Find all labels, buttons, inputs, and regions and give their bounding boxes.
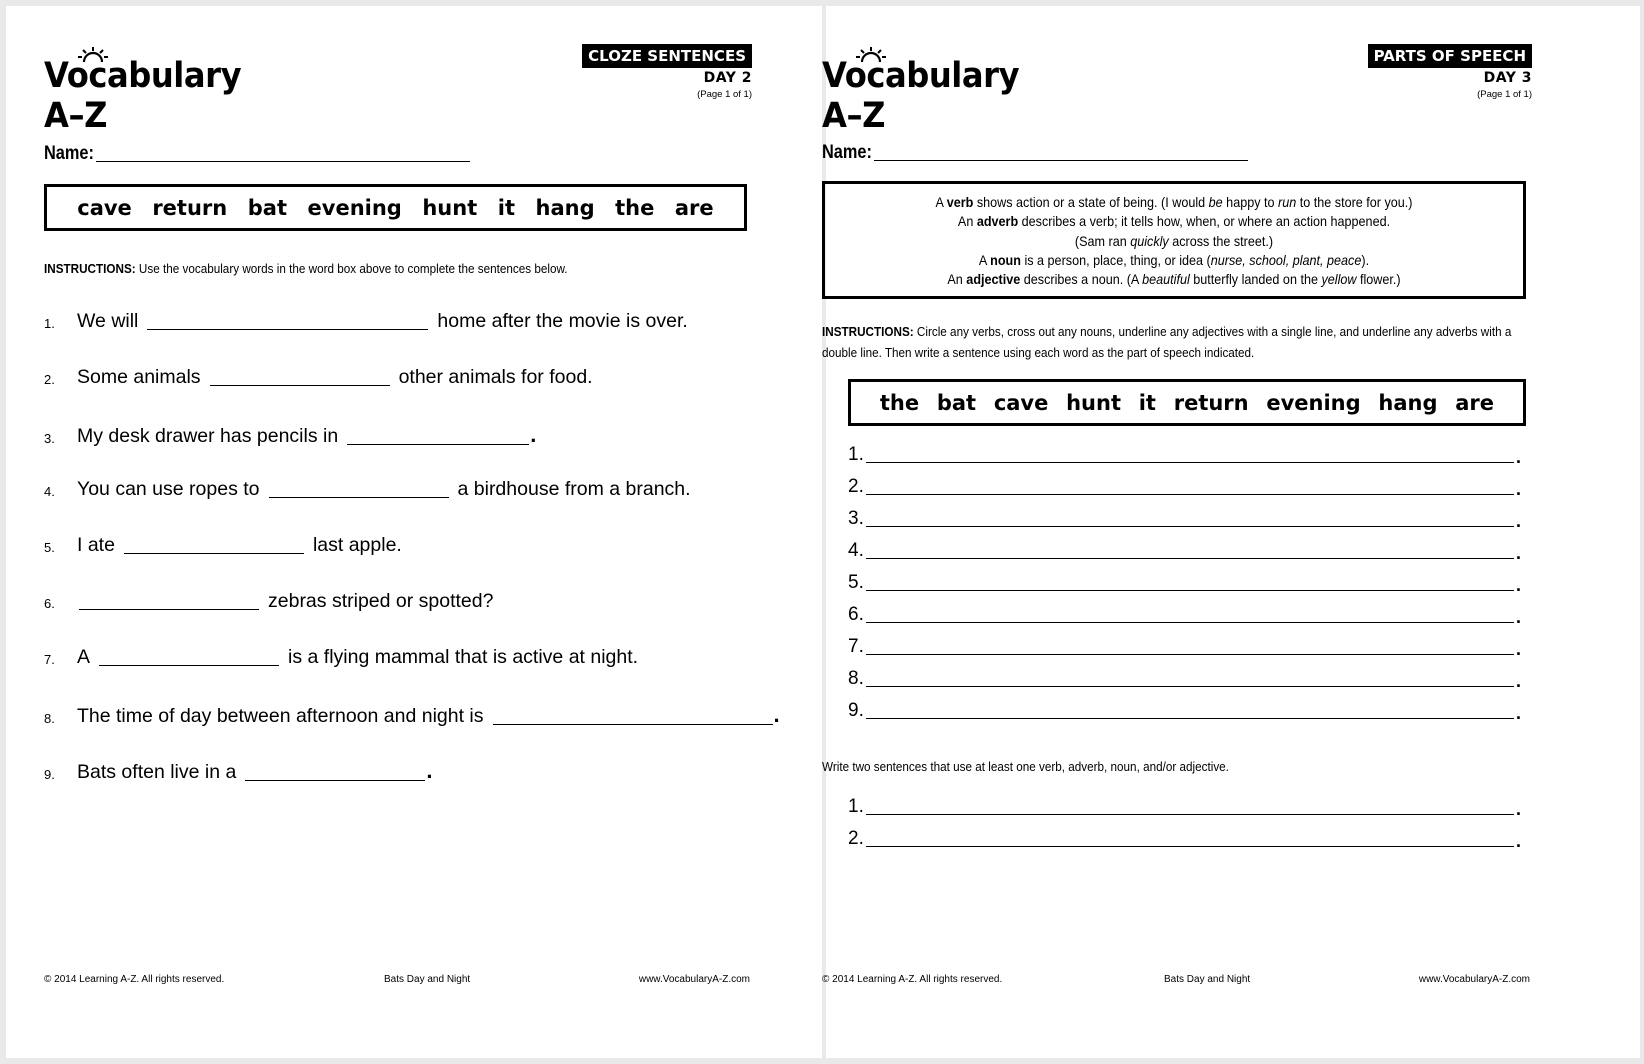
def-text: A (978, 251, 991, 268)
writing-line[interactable] (866, 622, 1514, 623)
sentence-line[interactable] (848, 796, 1521, 818)
example-word: be (1208, 194, 1223, 210)
adjective-definition (860, 270, 1488, 289)
adverb-definition (860, 212, 1488, 231)
answer-blank[interactable] (99, 665, 279, 666)
period: . (1516, 479, 1522, 499)
writing-line[interactable] (866, 494, 1514, 495)
question-text-before: We will (77, 310, 139, 332)
word-box-word: return (152, 195, 228, 220)
period: . (530, 422, 537, 447)
page-count: (Page 1 of 1) (1477, 89, 1532, 100)
word-box-word: hang (535, 195, 595, 220)
line-number: 6. (848, 604, 864, 625)
footer-title: Bats Day and Night (384, 974, 471, 985)
word-box-word: hunt (422, 195, 478, 220)
question-item (44, 310, 688, 333)
logo-text: Vocabulary A–Z (44, 56, 242, 136)
logo-text: Vocabulary A–Z (822, 56, 1020, 136)
name-field[interactable] (874, 160, 1248, 161)
def-text: butterfly landed on the (1189, 271, 1322, 288)
question-item (44, 590, 493, 613)
question-number: 8. (44, 711, 55, 726)
word-box-word: bat (247, 195, 287, 220)
example-word: yellow (1321, 271, 1357, 288)
question-item (44, 758, 432, 784)
term-adjective: adjective (966, 271, 1021, 288)
writing-line[interactable] (866, 686, 1514, 687)
word-box-word: the (615, 195, 655, 220)
vocabulary-az-logo (822, 50, 1082, 136)
def-text: to the store for you.) (1296, 194, 1413, 210)
question-number: 3. (44, 431, 55, 446)
word-box-word: return (1173, 390, 1249, 415)
word-box-word: the (879, 390, 920, 415)
instructions (44, 258, 692, 279)
def-text: happy to (1222, 194, 1279, 210)
sentence-lines (848, 444, 1528, 734)
writing-line[interactable] (866, 590, 1514, 591)
def-text: across the street.) (1168, 232, 1274, 249)
question-number: 4. (44, 484, 55, 499)
example-word: quickly (1130, 232, 1169, 249)
writing-line[interactable] (866, 526, 1514, 527)
question-item (44, 422, 536, 448)
question-item (44, 646, 638, 669)
question-text-after: other animals for food. (398, 366, 593, 388)
day-label: DAY 3 (1483, 70, 1532, 86)
line-number: 1. (848, 444, 864, 465)
answer-blank[interactable] (493, 724, 773, 725)
instructions-text: Use the vocabulary words in the word box above to complete the sentences below. (135, 261, 568, 276)
word-box-word: it (497, 195, 515, 220)
answer-blank[interactable] (79, 609, 259, 610)
line-number: 2. (848, 476, 864, 497)
sentence-line[interactable] (848, 668, 1521, 690)
def-text: An (947, 271, 967, 288)
question-text-after: zebras striped or spotted? (268, 590, 494, 612)
period: . (1516, 831, 1522, 851)
line-number: 7. (848, 636, 864, 657)
word-box-word: bat (936, 390, 977, 415)
writing-line[interactable] (866, 814, 1514, 815)
writing-line[interactable] (866, 846, 1514, 847)
term-verb: verb (946, 194, 974, 210)
def-text: A (935, 194, 947, 210)
def-text: ). (1361, 251, 1370, 268)
writing-line[interactable] (866, 558, 1514, 559)
line-number: 4. (848, 540, 864, 561)
instructions (822, 321, 1526, 363)
sentence-line[interactable] (848, 572, 1521, 594)
word-box-word: hunt (1066, 390, 1121, 415)
word-box-word: evening (1266, 390, 1361, 415)
question-text-after: last apple. (312, 534, 402, 556)
word-box (44, 184, 747, 231)
answer-blank[interactable] (147, 329, 428, 330)
footer-copyright: © 2014 Learning A-Z. All rights reserved. (822, 974, 1003, 985)
period: . (1516, 671, 1522, 691)
question-number: 2. (44, 372, 55, 387)
period: . (426, 758, 433, 783)
question-item (44, 702, 780, 728)
sentence-line[interactable] (848, 444, 1521, 466)
answer-blank[interactable] (210, 385, 390, 386)
line-number: 9. (848, 700, 864, 721)
line-number: 8. (848, 668, 864, 689)
question-item (44, 534, 402, 557)
writing-line[interactable] (866, 718, 1514, 719)
example-word: beautiful (1142, 271, 1190, 288)
question-text-before: I ate (77, 534, 115, 556)
extra-sentence-lines (848, 796, 1528, 866)
period: . (1516, 799, 1522, 819)
verb-definition (860, 193, 1488, 212)
question-text-after: home after the movie is over. (437, 310, 688, 332)
page-count: (Page 1 of 1) (697, 89, 752, 100)
answer-blank[interactable] (124, 553, 304, 554)
word-box-word: it (1138, 390, 1156, 415)
vocabulary-az-logo (44, 50, 304, 136)
question-item (44, 366, 593, 389)
period: . (1516, 511, 1522, 531)
period: . (1516, 543, 1522, 563)
footer-url[interactable]: www.VocabularyA-Z.com (638, 974, 750, 985)
footer-copyright: © 2014 Learning A-Z. All rights reserved. (44, 974, 225, 985)
question-text-after: a birdhouse from a branch. (457, 478, 691, 500)
worksheet-page-parts-of-speech (822, 6, 1640, 1058)
def-text: describes a noun. (A (1020, 271, 1143, 288)
definitions-box (822, 181, 1526, 299)
footer-url[interactable]: www.VocabularyA-Z.com (1418, 974, 1530, 985)
question-number: 7. (44, 652, 55, 667)
term-noun: noun (990, 251, 1021, 268)
writing-line[interactable] (866, 462, 1514, 463)
name-label: Name: (822, 142, 872, 163)
question-item (44, 478, 691, 501)
activity-type-badge: CLOZE SENTENCES (582, 44, 752, 68)
word-box-word: hang (1378, 390, 1438, 415)
sentence-line[interactable] (848, 636, 1521, 658)
worksheet-page-cloze (6, 6, 822, 1058)
name-field[interactable] (96, 161, 470, 162)
question-number: 1. (44, 316, 55, 331)
sentence-line[interactable] (848, 540, 1521, 562)
def-text: flower.) (1356, 271, 1401, 288)
word-box-word: are (1455, 390, 1495, 415)
sentence-line[interactable] (848, 828, 1521, 850)
sentence-line[interactable] (848, 508, 1521, 530)
question-number: 5. (44, 540, 55, 555)
def-text: shows action or a state of being. (I would (973, 194, 1209, 210)
question-text-before: A (77, 646, 91, 668)
def-text: describes a verb; it tells how, when, or where an action happened. (1018, 213, 1391, 230)
question-text-before: My desk drawer has pencils in (77, 425, 339, 447)
word-box-word: cave (77, 195, 132, 220)
question-text-before: You can use ropes to (77, 478, 260, 500)
period: . (773, 702, 780, 727)
activity-type-badge: PARTS OF SPEECH (1368, 44, 1532, 68)
noun-definition (860, 251, 1488, 270)
answer-blank[interactable] (347, 444, 529, 445)
sentence-line[interactable] (848, 604, 1521, 626)
instructions-heading: INSTRUCTIONS: (44, 261, 136, 276)
word-box-word: cave (993, 390, 1049, 415)
period: . (1516, 575, 1522, 595)
def-text: is a person, place, thing, or idea ( (1020, 251, 1211, 268)
answer-blank[interactable] (269, 497, 449, 498)
period: . (1516, 607, 1522, 627)
line-number: 1. (848, 796, 864, 817)
period: . (1516, 703, 1522, 723)
line-number: 3. (848, 508, 864, 529)
adverb-example (860, 232, 1488, 251)
footer-title: Bats Day and Night (1164, 974, 1251, 985)
answer-blank[interactable] (245, 780, 425, 781)
period: . (1516, 639, 1522, 659)
sentence-line[interactable] (848, 700, 1521, 722)
line-number: 5. (848, 572, 864, 593)
question-number: 6. (44, 596, 55, 611)
question-text-before: The time of day between afternoon and night is (77, 705, 484, 727)
period: . (1516, 447, 1522, 467)
question-text-before: Bats often live in a (77, 761, 237, 783)
question-text-before: Some animals (77, 366, 201, 388)
word-box-word: are (674, 195, 714, 220)
example-word: nurse, school, plant, peace (1210, 251, 1362, 268)
question-text-after: is a flying mammal that is active at night. (288, 646, 639, 668)
instructions-text: Circle any verbs, cross out any nouns, underline any adjectives with a single line, and underline any adverbs with a double line. Then write a sentence using each word as the part of speech indicated. (822, 324, 1512, 360)
line-number: 2. (848, 828, 864, 849)
term-adverb: adverb (976, 213, 1019, 230)
def-text: (Sam ran (1074, 232, 1131, 249)
writing-line[interactable] (866, 654, 1514, 655)
question-number: 9. (44, 767, 55, 782)
instructions-heading: INSTRUCTIONS: (822, 324, 914, 339)
name-label: Name: (44, 143, 94, 164)
word-box-word: evening (307, 195, 402, 220)
example-word: run (1278, 194, 1297, 210)
sentence-line[interactable] (848, 476, 1521, 498)
day-label: DAY 2 (703, 70, 752, 86)
def-text: An (957, 213, 977, 230)
write-prompt: Write two sentences that use at least one verb, adverb, noun, and/or adjective. (822, 759, 1229, 774)
word-box (848, 379, 1526, 426)
